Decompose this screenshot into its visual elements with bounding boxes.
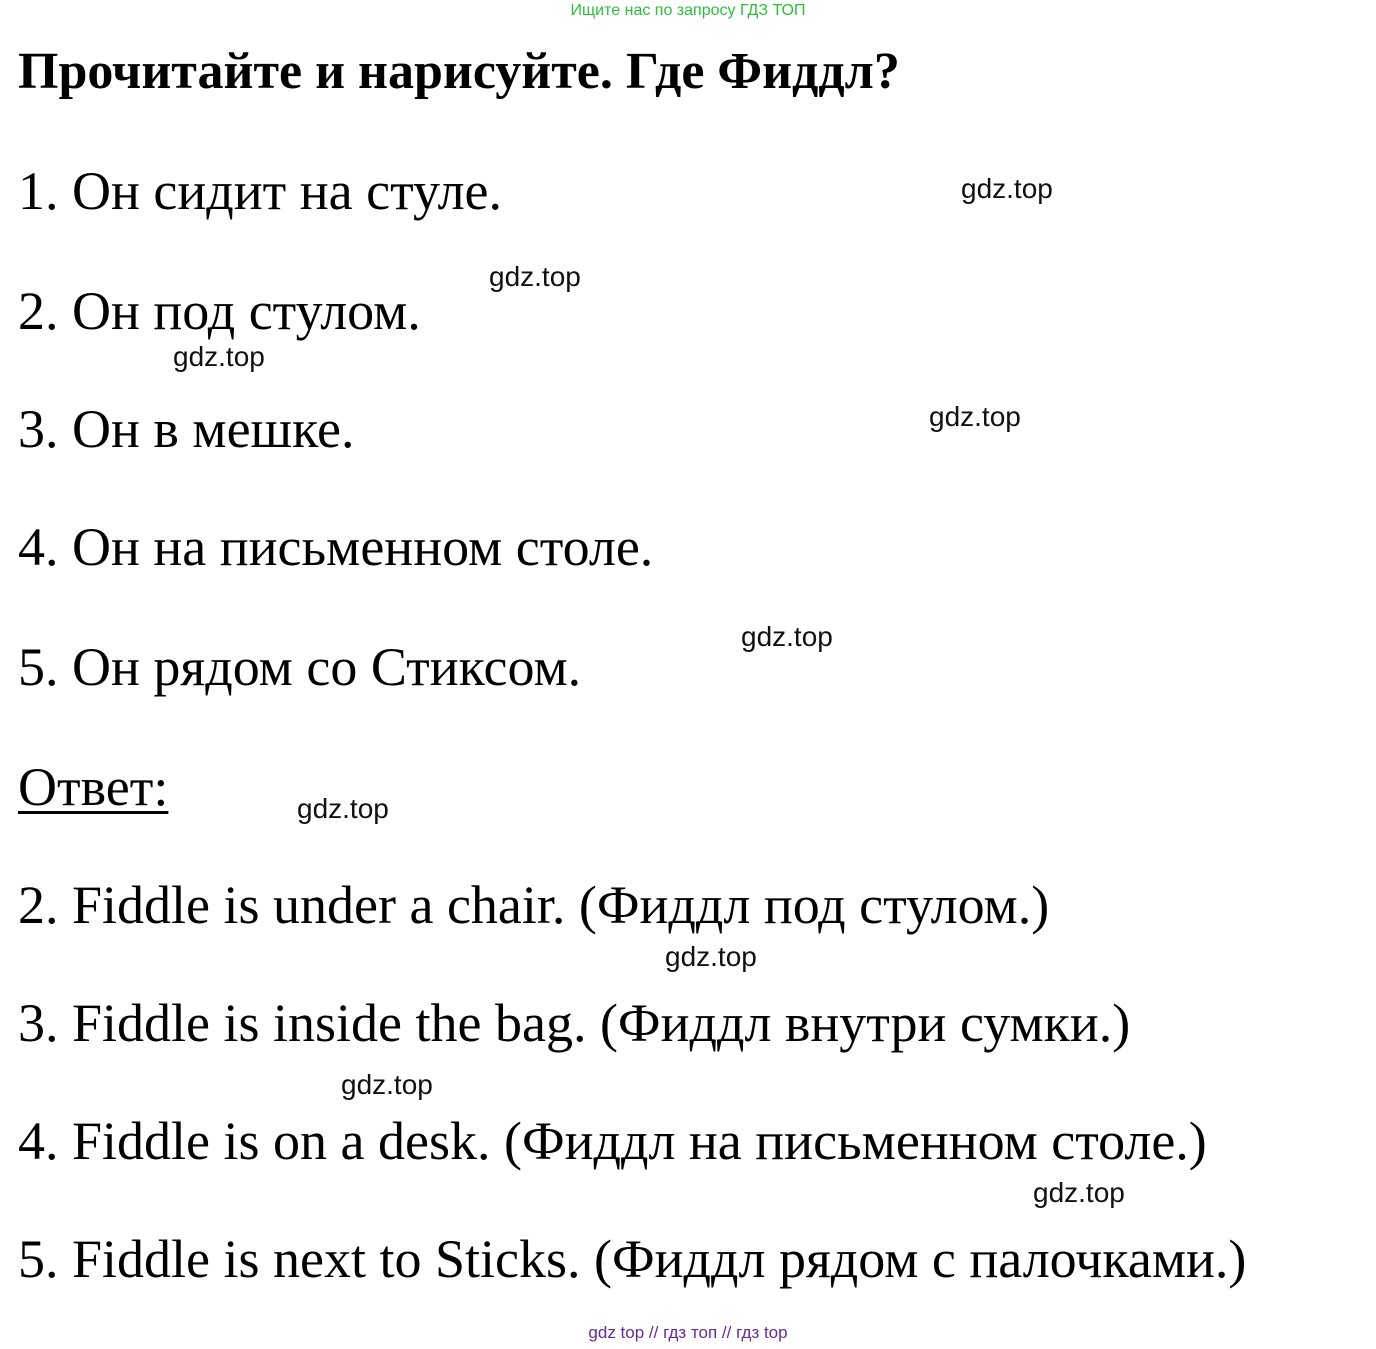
- exercise-item-5: 5. Он рядом со Стиксом.: [18, 637, 582, 697]
- answer-item-3: 3. Fiddle is inside the bag. (Фиддл внутри сумки.): [18, 993, 1131, 1053]
- exercise-item-4: 4. Он на письменном столе.: [18, 517, 654, 577]
- watermark: gdz.top: [489, 261, 581, 292]
- watermark: gdz.top: [741, 621, 833, 652]
- answer-item-5: 5. Fiddle is next to Sticks. (Фиддл рядом с палочками.): [18, 1229, 1247, 1289]
- top-banner: Ищите нас по запросу ГДЗ ТОП: [570, 2, 806, 19]
- exercise-item-1: 1. Он сидит на стуле.: [18, 161, 502, 221]
- answer-item-4: 4. Fiddle is on a desk. (Фиддл на письменном столе.): [18, 1111, 1207, 1171]
- answer-label: Ответ:: [18, 757, 169, 817]
- answer-item-2: 2. Fiddle is under a chair. (Фиддл под стулом.): [18, 875, 1050, 935]
- watermark: gdz.top: [1033, 1177, 1125, 1208]
- watermark: gdz.top: [341, 1069, 433, 1100]
- footer-links: gdz top // гдз топ // гдз top: [588, 1323, 788, 1342]
- watermark: gdz.top: [297, 793, 389, 824]
- exercise-title: Прочитайте и нарисуйте. Где Фиддл?: [18, 43, 900, 100]
- watermark: gdz.top: [665, 941, 757, 972]
- exercise-item-3: 3. Он в мешке.: [18, 399, 355, 459]
- watermark: gdz.top: [173, 341, 265, 372]
- watermark: gdz.top: [929, 401, 1021, 432]
- watermark: gdz.top: [961, 173, 1053, 204]
- exercise-item-2: 2. Он под стулом.: [18, 281, 421, 341]
